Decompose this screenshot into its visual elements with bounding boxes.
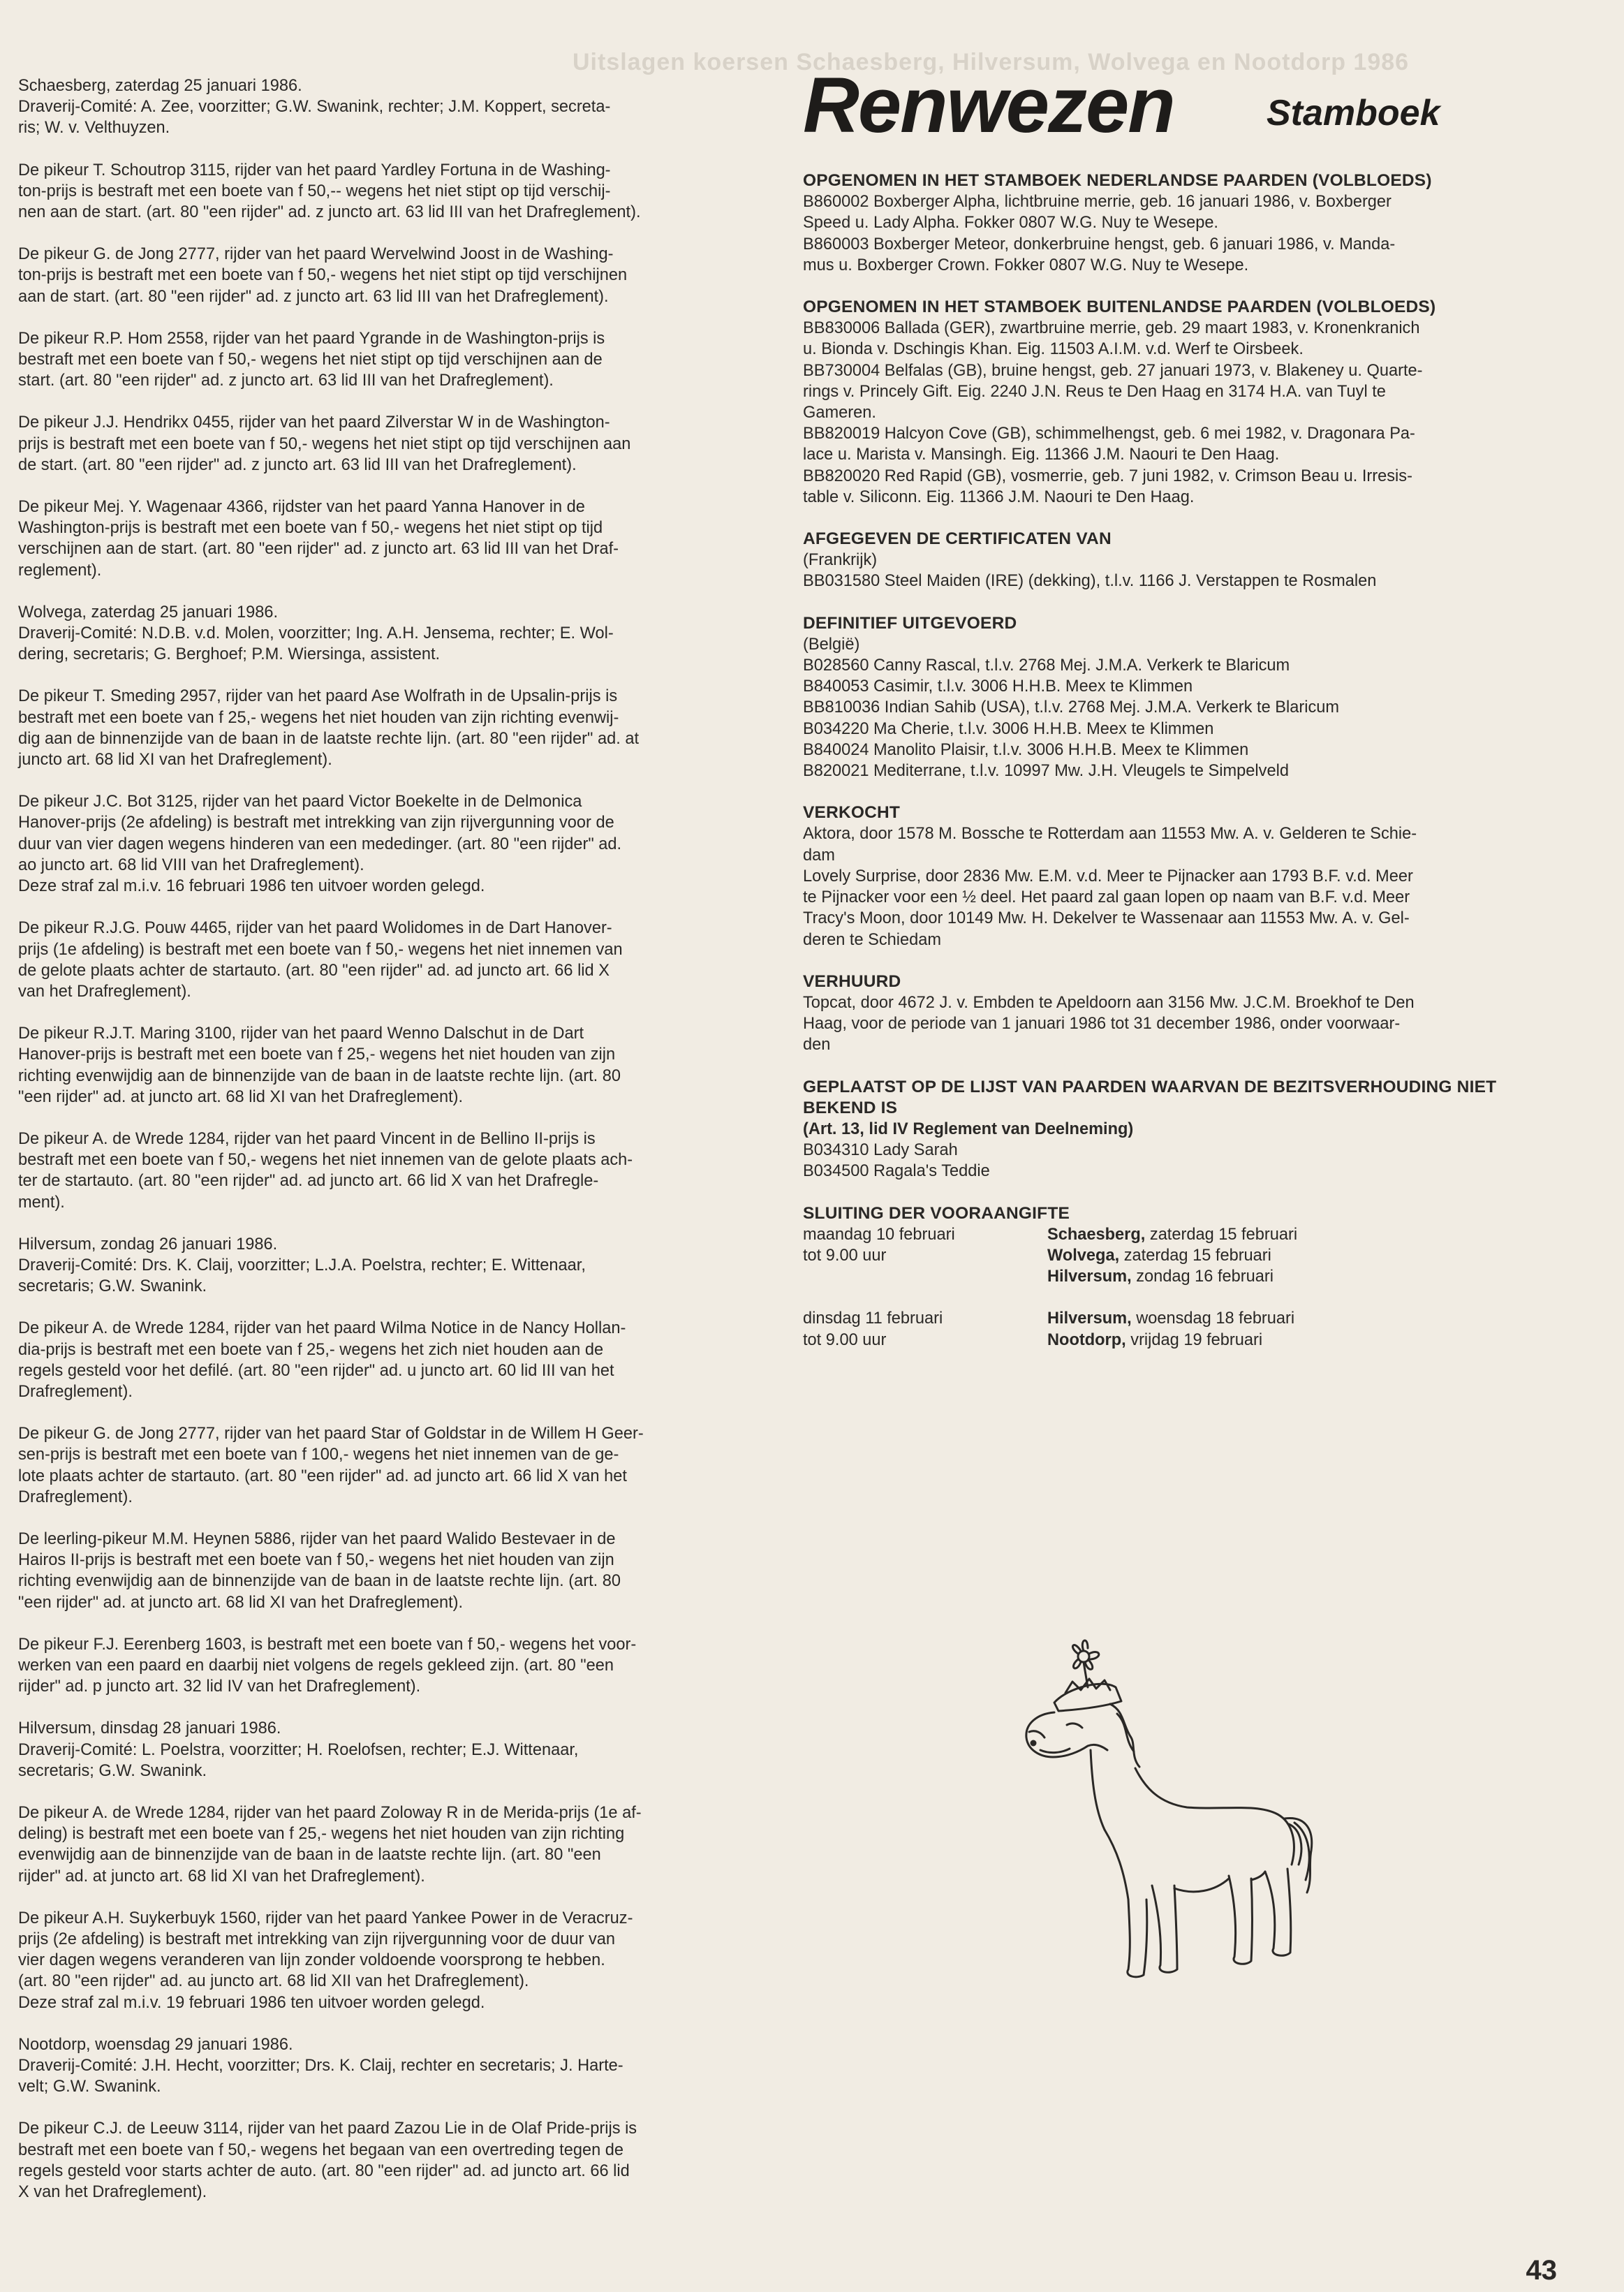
text-line: dig aan de binnenzijde van de baan in de laatste rechte lijn. (art. 80 "een rijder" ad. at — [18, 729, 639, 748]
penalty-paragraph — [18, 328, 779, 392]
text-line: lote plaats achter de startauto. (art. 80 "een rijder" ad. ad juncto art. 66 lid X van het — [18, 1467, 627, 1485]
text-line: rings v. Princely Gift. Eig. 2240 J.N. Reus te Den Haag en 3174 H.A. van Tuyl te — [803, 382, 1386, 401]
studbook-column — [803, 170, 1564, 1372]
text-line: Lovely Surprise, door 2836 Mw. E.M. v.d. Meer te Pijnacker aan 1793 B.F. v.d. Meer — [803, 867, 1413, 886]
text-line: ment). — [18, 1193, 65, 1212]
text-line: B840024 Manolito Plaisir, t.l.v. 3006 H.H.B. Meex te Klimmen — [803, 740, 1249, 759]
text-line: secretaris; G.W. Swanink. — [18, 1277, 207, 1296]
section-subtitle: Stamboek — [1267, 93, 1440, 133]
studbook-section — [803, 613, 1564, 782]
penalty-paragraph — [18, 2034, 779, 2098]
section-heading: OPGENOMEN IN HET STAMBOEK NEDERLANDSE PAARDEN (VOLBLOEDS) — [803, 171, 1432, 190]
closing-entry: Hilversum, zondag 16 februari — [1047, 1268, 1274, 1286]
text-line: Hanover-prijs (2e afdeling) is bestraft met intrekking van zijn rijvergunning voor de — [18, 814, 614, 832]
closing-time: tot 9.00 uur — [803, 1246, 887, 1265]
closing-time: tot 9.00 uur — [803, 1330, 887, 1349]
text-line: Drafreglement). — [18, 1487, 133, 1506]
text-line: Aktora, door 1578 M. Bossche te Rotterdam aan 11553 Mw. A. v. Gelderen te Schie- — [803, 825, 1417, 844]
text-line: De leerling-pikeur M.M. Heynen 5886, rijder van het paard Walido Bestevaer in de — [18, 1529, 616, 1548]
text-line: De pikeur F.J. Eerenberg 1603, is bestraft met een boete van f 50,- wegens het voor- — [18, 1635, 637, 1654]
section-heading: VERKOCHT — [803, 803, 901, 823]
closing-heading: SLUITING DER VOORAANGIFTE — [803, 1203, 1070, 1223]
penalty-paragraph — [18, 244, 779, 307]
penalty-paragraph — [18, 1718, 779, 1782]
text-line: dia-prijs is bestraft met een boete van f 25,- wegens het zich niet houden aan de — [18, 1340, 604, 1359]
studbook-section — [803, 170, 1564, 276]
penalty-paragraph — [18, 1634, 779, 1698]
section-heading: VERHUURD — [803, 971, 901, 991]
text-line: de gelote plaats achter de startauto. (art. 80 "een rijder" ad. ad juncto art. 66 lid X — [18, 961, 610, 980]
text-line: Draverij-Comité: Drs. K. Claij, voorzitter; L.J.A. Poelstra, rechter; E. Wittenaar, — [18, 1256, 586, 1274]
section-heading: AFGEGEVEN DE CERTIFICATEN VAN — [803, 529, 1112, 549]
page-number: 43 — [1526, 2255, 1557, 2286]
text-line: BB031580 Steel Maiden (IRE) (dekking), t.l.v. 1166 J. Verstappen te Rosmalen — [803, 572, 1377, 591]
text-line: De pikeur R.P. Hom 2558, rijder van het paard Ygrande in de Washington-prijs is — [18, 329, 605, 348]
text-line: table v. Siliconn. Eig. 11366 J.M. Naouri te Den Haag. — [803, 487, 1195, 506]
text-line: deren te Schiedam — [803, 930, 942, 949]
text-line: Hilversum, zondag 26 januari 1986. — [18, 1235, 278, 1254]
text-line: deling) is bestraft met een boete van f 25,- wegens het niet houden van zijn richting — [18, 1825, 625, 1844]
text-line: bestraft met een boete van f 50,- wegens het begaan van een overtreding tegen de — [18, 2140, 624, 2159]
text-line: te Pijnacker voor een ½ deel. Het paard zal gaan lopen op naam van B.F. v.d. Meer — [803, 888, 1410, 907]
text-line: evenwijdig aan de binnenzijde van de baan in de laatste rechte lijn. (art. 80 "een — [18, 1846, 601, 1865]
penalty-paragraph — [18, 1234, 779, 1298]
text-line: verschijnen aan de start. (art. 80 "een rijder" ad. z juncto art. 63 lid III van het Draf- — [18, 540, 619, 559]
text-line: ter de startauto. (art. 80 "een rijder" ad. ad juncto art. 66 lid X van het Drafregle- — [18, 1172, 599, 1191]
text-line: Nootdorp, woensdag 29 januari 1986. — [18, 2035, 293, 2054]
text-line: sen-prijs is bestraft met een boete van f 100,- wegens het niet innemen van de ge- — [18, 1446, 619, 1464]
text-line: B840053 Casimir, t.l.v. 3006 H.H.B. Meex te Klimmen — [803, 677, 1193, 696]
show-through-text: Uitslagen koersen Schaesberg, Hilversum, Wolvega en Nootdorp 1986 — [573, 49, 1410, 75]
horse-cartoon-illustration — [1012, 1620, 1334, 1997]
closing-day: maandag 10 februari — [803, 1225, 955, 1244]
text-line: dering, secretaris; G. Berghoef; P.M. Wiersinga, assistent. — [18, 645, 441, 664]
text-line: (art. 80 "een rijder" ad. au juncto art. 68 lid XII van het Drafreglement). — [18, 1972, 529, 1991]
text-line: B820021 Mediterrane, t.l.v. 10997 Mw. J.H. Vleugels te Simpelveld — [803, 762, 1289, 781]
penalty-paragraph — [18, 1318, 779, 1402]
text-line: nen aan de start. (art. 80 "een rijder" ad. z juncto art. 63 lid III van het Drafreglement). — [18, 203, 641, 222]
studbook-section — [803, 1077, 1564, 1182]
text-line: De pikeur A. de Wrede 1284, rijder van het paard Zoloway R in de Merida-prijs (1e af- — [18, 1804, 642, 1822]
text-line: Gameren. — [803, 404, 876, 423]
text-line: Speed u. Lady Alpha. Fokker 0807 W.G. Nuy te Wesepe. — [803, 214, 1218, 233]
text-line: ton-prijs is bestraft met een boete van f 50,-- wegens het niet stipt op tijd verschij- — [18, 182, 611, 200]
penalty-paragraph — [18, 497, 779, 581]
text-line: Hairos II-prijs is bestraft met een boete van f 50,- wegens het niet houden van zijn — [18, 1551, 614, 1570]
text-line: richting evenwijdig aan de binnenzijde van de baan in de laatste rechte lijn. (art. 80 — [18, 1572, 621, 1591]
section-title: Renwezen — [803, 61, 1174, 149]
text-line: u. Bionda v. Dschingis Khan. Eig. 11503 A.I.M. v.d. Werf te Oirsbeek. — [803, 340, 1304, 359]
text-line: De pikeur G. de Jong 2777, rijder van het paard Star of Goldstar in de Willem H Geer- — [18, 1425, 644, 1443]
text-line: De pikeur T. Smeding 2957, rijder van het paard Ase Wolfrath in de Upsalin-prijs is — [18, 687, 618, 706]
text-line: velt; G.W. Swanink. — [18, 2078, 161, 2096]
text-line: B034310 Lady Sarah — [803, 1141, 958, 1160]
text-line: Hanover-prijs is bestraft met een boete van f 25,- wegens het niet houden van zijn — [18, 1045, 616, 1064]
studbook-sections — [803, 170, 1564, 1182]
text-line: De pikeur R.J.G. Pouw 4465, rijder van het paard Wolidomes in de Dart Hanover- — [18, 919, 612, 938]
text-line: "een rijder" ad. at juncto art. 68 lid XI van het Drafreglement). — [18, 1087, 464, 1106]
closing-entry: Nootdorp, vrijdag 19 februari — [1047, 1330, 1263, 1349]
text-line: start. (art. 80 "een rijder" ad. z juncto art. 63 lid III van het Drafreglement). — [18, 372, 554, 390]
text-line: van het Drafreglement). — [18, 982, 191, 1001]
text-line: prijs is bestraft met een boete van f 50,- wegens het niet stipt op tijd verschijnen aan — [18, 434, 631, 453]
text-line: den — [803, 1036, 831, 1055]
text-line: Schaesberg, zaterdag 25 januari 1986. — [18, 77, 302, 95]
penalty-paragraph — [18, 602, 779, 666]
penalty-paragraph — [18, 1908, 779, 2013]
text-line: bestraft met een boete van f 25,- wegens het niet houden van zijn richting evenwij- — [18, 708, 619, 727]
text-line: BB830006 Ballada (GER), zwartbruine merrie, geb. 29 maart 1983, v. Kronenkranich — [803, 319, 1420, 338]
penalty-paragraph — [18, 1802, 779, 1887]
section-subheading: (Art. 13, lid IV Reglement van Deelneming) — [803, 1119, 1134, 1138]
text-line: De pikeur R.J.T. Maring 3100, rijder van het paard Wenno Dalschut in de Dart — [18, 1024, 584, 1043]
studbook-section — [803, 802, 1564, 950]
text-line: Washington-prijs is bestraft met een boete van f 50,- wegens het niet stipt op tijd — [18, 519, 603, 538]
text-line: De pikeur J.J. Hendrikx 0455, rijder van het paard Zilverstar W in de Washington- — [18, 413, 610, 432]
penalty-paragraph — [18, 2118, 779, 2203]
closing-entry: Schaesberg, zaterdag 15 februari — [1047, 1225, 1298, 1244]
text-line: BB730004 Belfalas (GB), bruine hengst, geb. 27 januari 1973, v. Blakeney u. Quarte- — [803, 361, 1423, 380]
text-line: bestraft met een boete van f 50,- wegens het niet innemen van de gelote plaats ach- — [18, 1151, 633, 1170]
text-line: mus u. Boxberger Crown. Fokker 0807 W.G. Nuy te Wesepe. — [803, 256, 1249, 274]
closing-section — [803, 1203, 1564, 1351]
text-line: Deze straf zal m.i.v. 16 februari 1986 ten uitvoer worden gelegd. — [18, 877, 485, 896]
text-line: De pikeur C.J. de Leeuw 3114, rijder van het paard Zazou Lie in de Olaf Pride-prijs is — [18, 2120, 637, 2138]
text-line: bestraft met een boete van f 50,- wegens het niet stipt op tijd verschijnen aan de — [18, 351, 603, 369]
closing-entry: Hilversum, woensdag 18 februari — [1047, 1309, 1295, 1328]
text-line: Draverij-Comité: N.D.B. v.d. Molen, voorzitter; Ing. A.H. Jensema, rechter; E. Wol- — [18, 624, 614, 643]
text-line: de start. (art. 80 "een rijder" ad. z juncto art. 63 lid III van het Drafreglement). — [18, 455, 577, 474]
text-line: ao juncto art. 68 lid VIII van het Drafreglement). — [18, 855, 364, 874]
text-line: regels gesteld voor starts achter de auto. (art. 80 "een rijder" ad. ad juncto art. 66 lid — [18, 2161, 630, 2180]
text-line: B034220 Ma Cherie, t.l.v. 3006 H.H.B. Meex te Klimmen — [803, 719, 1214, 738]
text-line: De pikeur Mej. Y. Wagenaar 4366, rijdster van het paard Yanna Hanover in de — [18, 498, 585, 517]
text-line: BB820020 Red Rapid (GB), vosmerrie, geb. 7 juni 1982, v. Crimson Beau u. Irresis- — [803, 467, 1412, 485]
section-heading: DEFINITIEF UITGEVOERD — [803, 613, 1017, 633]
penalty-paragraph — [18, 918, 779, 1002]
studbook-section — [803, 971, 1564, 1056]
penalty-paragraph — [18, 412, 779, 476]
text-line: De pikeur J.C. Bot 3125, rijder van het paard Victor Boekelte in de Delmonica — [18, 793, 582, 811]
text-line: juncto art. 68 lid XI van het Drafreglement). — [18, 751, 332, 770]
text-line: rijder" ad. p juncto art. 32 lid IV van het Drafreglement). — [18, 1677, 421, 1696]
penalty-paragraph — [18, 160, 779, 223]
penalty-paragraph — [18, 1529, 779, 1613]
section-heading: OPGENOMEN IN HET STAMBOEK BUITENLANDSE PAARDEN (VOLBLOEDS) — [803, 297, 1436, 317]
penalty-paragraph — [18, 791, 779, 897]
text-line: Tracy's Moon, door 10149 Mw. H. Dekelver te Wassenaar aan 11553 Mw. A. v. Gel- — [803, 909, 1410, 928]
text-line: BB810036 Indian Sahib (USA), t.l.v. 2768 Mej. J.M.A. Verkerk te Blaricum — [803, 698, 1340, 717]
text-line: Deze straf zal m.i.v. 19 februari 1986 ten uitvoer worden gelegd. — [18, 1993, 485, 2012]
text-line: (Frankrijk) — [803, 551, 878, 570]
text-line: dam — [803, 846, 835, 865]
text-line: lace u. Marista v. Mansingh. Eig. 11366 J.M. Naouri te Den Haag. — [803, 446, 1280, 464]
masthead — [803, 60, 1571, 151]
penalty-paragraph — [18, 686, 779, 770]
text-line: werken van een paard en daarbij niet volgens de regels gekleed zijn. (art. 80 "een — [18, 1656, 614, 1675]
flower-icon — [1072, 1640, 1098, 1687]
text-line: B028560 Canny Rascal, t.l.v. 2768 Mej. J.M.A. Verkerk te Blaricum — [803, 656, 1290, 675]
text-line: ton-prijs is bestraft met een boete van f 50,- wegens het niet stipt op tijd verschijnen — [18, 266, 628, 285]
text-line: De pikeur G. de Jong 2777, rijder van het paard Wervelwind Joost in de Washing- — [18, 245, 614, 264]
text-line: Haag, voor de periode van 1 januari 1986 tot 31 december 1986, onder voorwaar- — [803, 1015, 1401, 1034]
text-line: B860003 Boxberger Meteor, donkerbruine hengst, geb. 6 januari 1986, v. Manda- — [803, 235, 1396, 254]
text-line: (België) — [803, 635, 860, 654]
penalty-paragraph — [18, 1023, 779, 1108]
text-line: BB820019 Halcyon Cove (GB), schimmelhengst, geb. 6 mei 1982, v. Dragonara Pa- — [803, 425, 1415, 443]
text-line: Drafreglement). — [18, 1382, 133, 1401]
text-line: Topcat, door 4672 J. v. Embden te Apeldoorn aan 3156 Mw. J.C.M. Broekhof te Den — [803, 993, 1415, 1012]
text-line: Draverij-Comité: A. Zee, voorzitter; G.W. Swanink, rechter; J.M. Koppert, secreta- — [18, 98, 611, 117]
text-line: prijs (1e afdeling) is bestraft met een boete van f 50,- wegens het niet innemen van — [18, 940, 623, 959]
text-line: duur van vier dagen wegens hinderen van een mededinger. (art. 80 "een rijder" ad. — [18, 835, 622, 853]
text-line: Wolvega, zaterdag 25 januari 1986. — [18, 603, 279, 622]
studbook-section — [803, 297, 1564, 508]
text-line: Draverij-Comité: J.H. Hecht, voorzitter; Drs. K. Claij, rechter en secretaris; J. Harte- — [18, 2057, 623, 2076]
text-line: De pikeur A.H. Suykerbuyk 1560, rijder van het paard Yankee Power in de Veracruz- — [18, 1909, 633, 1927]
text-line: richting evenwijdig aan de binnenzijde van de baan in de laatste rechte lijn. (art. 80 — [18, 1066, 621, 1085]
studbook-section — [803, 529, 1564, 592]
text-line: B860002 Boxberger Alpha, lichtbruine merrie, geb. 16 januari 1986, v. Boxberger — [803, 193, 1392, 212]
text-line: secretaris; G.W. Swanink. — [18, 1761, 207, 1780]
penalty-paragraph — [18, 1129, 779, 1213]
closing-table — [803, 1224, 1297, 1351]
closing-day: dinsdag 11 februari — [803, 1309, 943, 1328]
text-line: Hilversum, dinsdag 28 januari 1986. — [18, 1719, 281, 1738]
text-line: Draverij-Comité: L. Poelstra, voorzitter; H. Roelofsen, rechter; E.J. Wittenaar, — [18, 1740, 579, 1759]
text-line: "een rijder" ad. at juncto art. 68 lid XI van het Drafreglement). — [18, 1593, 464, 1612]
text-line: X van het Drafreglement). — [18, 2183, 207, 2202]
closing-entry: Wolvega, zaterdag 15 februari — [1047, 1246, 1271, 1265]
penalty-paragraph — [18, 1423, 779, 1508]
section-heading: GEPLAATST OP DE LIJST VAN PAARDEN WAARVAN DE BEZITSVERHOUDING NIET BEKEND IS — [803, 1077, 1497, 1117]
text-line: B034500 Ragala's Teddie — [803, 1162, 990, 1181]
text-line: De pikeur A. de Wrede 1284, rijder van het paard Vincent in de Bellino II-prijs is — [18, 1129, 596, 1148]
text-line: vier dagen wegens veranderen van lijn zonder voldoende voorsprong te hebben. — [18, 1951, 605, 1970]
text-line: ris; W. v. Velthuyzen. — [18, 119, 170, 138]
text-line: rijder" ad. at juncto art. 68 lid XI van het Drafreglement). — [18, 1867, 425, 1886]
penalty-paragraph — [18, 75, 779, 139]
text-line: regels gesteld voor het defilé. (art. 80 "een rijder" ad. u juncto art. 60 lid III van het — [18, 1361, 614, 1380]
penalties-column — [18, 75, 779, 2224]
text-line: De pikeur T. Schoutrop 3115, rijder van het paard Yardley Fortuna in de Washing- — [18, 161, 611, 179]
text-line: De pikeur A. de Wrede 1284, rijder van het paard Wilma Notice in de Nancy Hollan- — [18, 1319, 626, 1338]
text-line: prijs (2e afdeling) is bestraft met intrekking van zijn rijvergunning voor de duur van — [18, 1930, 616, 1949]
text-line: reglement). — [18, 561, 102, 580]
text-line: aan de start. (art. 80 "een rijder" ad. z juncto art. 63 lid III van het Drafreglement). — [18, 287, 609, 306]
